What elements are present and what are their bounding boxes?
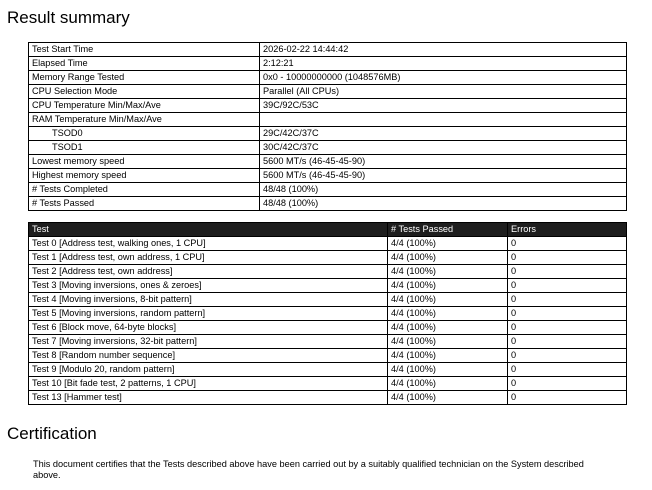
summary-label: Elapsed Time [29,57,260,71]
summary-label: CPU Selection Mode [29,85,260,99]
test-passed-cell: 4/4 (100%) [388,363,508,377]
test-row [29,363,627,377]
summary-row [29,43,627,57]
summary-row [29,113,627,127]
test-row [29,237,627,251]
result-summary-heading: Result summary [7,8,130,27]
test-name-cell: Test 9 [Modulo 20, random pattern] [29,363,388,377]
test-errors-cell: 0 [508,363,627,377]
summary-value: Parallel (All CPUs) [260,85,627,99]
summary-row [29,57,627,71]
test-row [29,293,627,307]
summary-row [29,127,627,141]
summary-value: 2:12:21 [260,57,627,71]
summary-row [29,183,627,197]
test-row [29,279,627,293]
test-name-cell: Test 10 [Bit fade test, 2 patterns, 1 CPU] [29,377,388,391]
test-name-cell: Test 0 [Address test, walking ones, 1 CPU] [29,237,388,251]
summary-label: Test Start Time [29,43,260,57]
test-errors-cell: 0 [508,251,627,265]
test-name-cell: Test 1 [Address test, own address, 1 CPU] [29,251,388,265]
summary-row [29,197,627,211]
test-passed-cell: 4/4 (100%) [388,279,508,293]
test-row [29,335,627,349]
test-passed-cell: 4/4 (100%) [388,307,508,321]
certification-text: This document certifies that the Tests described above have been carried out by a suitably qualified technician on the System described above. [33,459,584,480]
test-errors-cell: 0 [508,293,627,307]
summary-row [29,155,627,169]
test-column-header: Test [29,223,388,237]
test-name-cell: Test 5 [Moving inversions, random pattern] [29,307,388,321]
test-errors-cell: 0 [508,279,627,293]
tests-passed-column-header: # Tests Passed [388,223,508,237]
test-row [29,307,627,321]
test-errors-cell: 0 [508,349,627,363]
test-errors-cell: 0 [508,377,627,391]
summary-row [29,141,627,155]
tests-header-row [29,223,627,237]
summary-value: 48/48 (100%) [260,197,627,211]
summary-value: 0x0 - 10000000000 (1048576MB) [260,71,627,85]
summary-table [28,42,627,211]
test-errors-cell: 0 [508,335,627,349]
summary-value: 2026-02-22 14:44:42 [260,43,627,57]
summary-value: 30C/42C/37C [260,141,627,155]
summary-value: 29C/42C/37C [260,127,627,141]
summary-label: TSOD0 [29,127,260,141]
test-passed-cell: 4/4 (100%) [388,377,508,391]
test-name-cell: Test 4 [Moving inversions, 8-bit pattern] [29,293,388,307]
summary-row [29,85,627,99]
summary-label: CPU Temperature Min/Max/Ave [29,99,260,113]
test-errors-cell: 0 [508,321,627,335]
summary-row [29,99,627,113]
test-row [29,251,627,265]
summary-value: 48/48 (100%) [260,183,627,197]
summary-value [260,113,627,127]
summary-value: 39C/92C/53C [260,99,627,113]
summary-label: Memory Range Tested [29,71,260,85]
certification-heading: Certification [7,424,97,443]
summary-value: 5600 MT/s (46-45-45-90) [260,155,627,169]
test-passed-cell: 4/4 (100%) [388,321,508,335]
test-row [29,391,627,405]
test-name-cell: Test 13 [Hammer test] [29,391,388,405]
test-passed-cell: 4/4 (100%) [388,265,508,279]
summary-label: TSOD1 [29,141,260,155]
test-name-cell: Test 7 [Moving inversions, 32-bit pattern] [29,335,388,349]
test-passed-cell: 4/4 (100%) [388,391,508,405]
summary-label: # Tests Passed [29,197,260,211]
test-name-cell: Test 3 [Moving inversions, ones & zeroes] [29,279,388,293]
test-passed-cell: 4/4 (100%) [388,349,508,363]
test-errors-cell: 0 [508,391,627,405]
test-row [29,377,627,391]
test-passed-cell: 4/4 (100%) [388,335,508,349]
summary-label: RAM Temperature Min/Max/Ave [29,113,260,127]
summary-label: Lowest memory speed [29,155,260,169]
summary-label: # Tests Completed [29,183,260,197]
test-name-cell: Test 2 [Address test, own address] [29,265,388,279]
test-name-cell: Test 8 [Random number sequence] [29,349,388,363]
tests-table [28,222,627,405]
test-passed-cell: 4/4 (100%) [388,237,508,251]
test-errors-cell: 0 [508,265,627,279]
test-row [29,265,627,279]
test-errors-cell: 0 [508,237,627,251]
test-errors-cell: 0 [508,307,627,321]
summary-row [29,71,627,85]
summary-row [29,169,627,183]
summary-label: Highest memory speed [29,169,260,183]
test-passed-cell: 4/4 (100%) [388,293,508,307]
test-row [29,321,627,335]
errors-column-header: Errors [508,223,627,237]
test-passed-cell: 4/4 (100%) [388,251,508,265]
summary-value: 5600 MT/s (46-45-45-90) [260,169,627,183]
test-name-cell: Test 6 [Block move, 64-byte blocks] [29,321,388,335]
test-row [29,349,627,363]
